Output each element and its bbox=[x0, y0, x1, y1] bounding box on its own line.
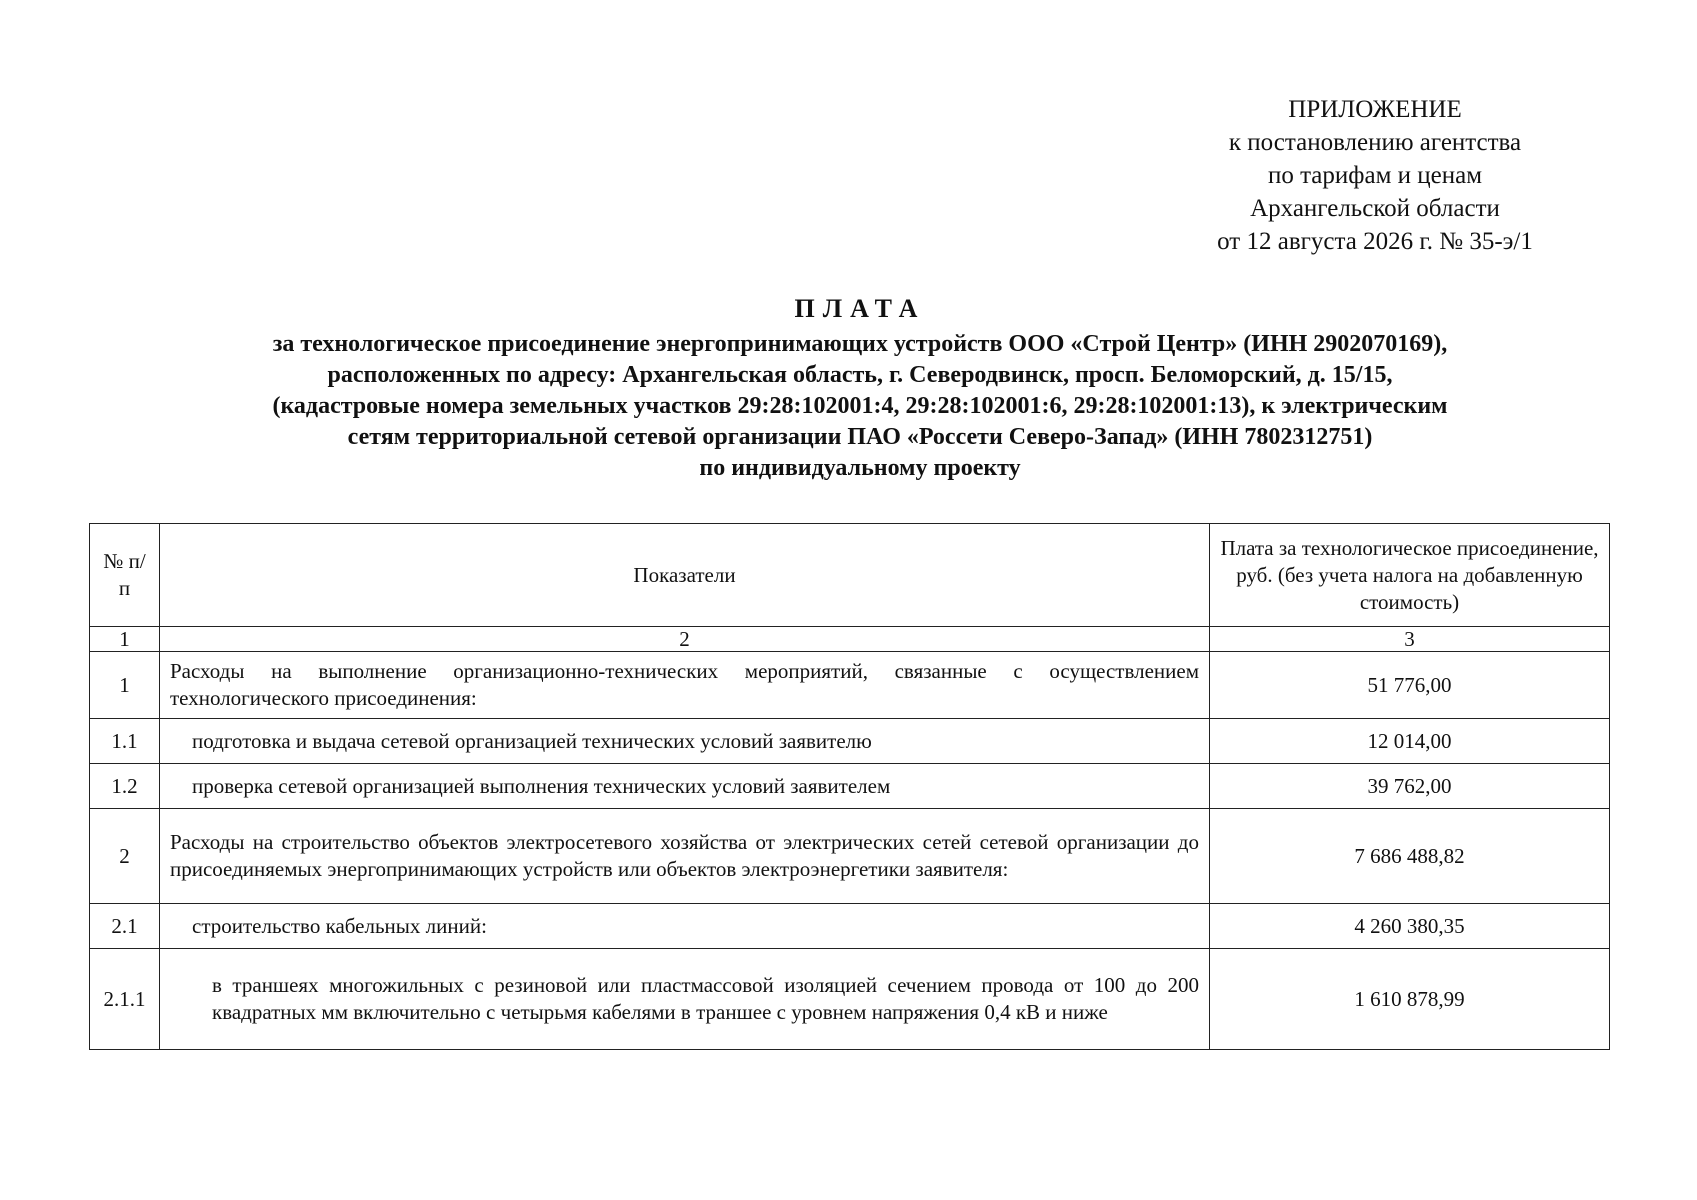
row-amount: 12 014,00 bbox=[1210, 719, 1610, 764]
title-main: ПЛАТА bbox=[794, 294, 926, 323]
row-indicator: Расходы на строительство объектов электросетевого хозяйства от электрических сетей сетевой организации до присоединяемых энергопринимающих устройств или объектов электроэнергетики заявителя: bbox=[160, 809, 1210, 904]
appendix-heading: ПРИЛОЖЕНИЕ bbox=[1288, 96, 1462, 123]
table-row bbox=[90, 652, 1610, 719]
row-number: 2 bbox=[90, 809, 160, 904]
appendix-line: по тарифам и ценам bbox=[1267, 162, 1483, 189]
title-line: расположенных по адресу: Архангельская область, г. Северодвинск, просп. Беломорский, д. 15/15, bbox=[327, 362, 1393, 388]
row-number: 1 bbox=[90, 652, 160, 719]
table-header-row bbox=[90, 524, 1610, 627]
column-number-row bbox=[90, 627, 1610, 652]
row-number: 1.2 bbox=[90, 764, 160, 809]
title-line: сетям территориальной сетевой организации ПАО «Россети Северо-Запад» (ИНН 7802312751) bbox=[347, 424, 1373, 450]
header-number: № п/п bbox=[90, 524, 160, 627]
appendix-date-number: от 12 августа 2026 г. № 35-э/1 bbox=[1217, 228, 1533, 255]
row-amount: 1 610 878,99 bbox=[1210, 949, 1610, 1050]
table-row bbox=[90, 719, 1610, 764]
row-amount: 51 776,00 bbox=[1210, 652, 1610, 719]
row-amount: 7 686 488,82 bbox=[1210, 809, 1610, 904]
appendix-block bbox=[1140, 93, 1610, 258]
row-amount: 39 762,00 bbox=[1210, 764, 1610, 809]
row-indicator: Расходы на выполнение организационно-технических мероприятий, связанные с осуществлением технологического присоединения: bbox=[160, 652, 1210, 719]
column-number: 1 bbox=[90, 627, 160, 652]
header-fee: Плата за технологическое присоединение, руб. (без учета налога на добавленную стоимость) bbox=[1210, 524, 1610, 627]
row-indicator: в траншеях многожильных с резиновой или пластмассовой изоляцией сечением провода от 100 до 200 квадратных мм включительно с четырьмя кабелями в траншее с уровнем напряжения 0,4 кВ и ниже bbox=[160, 949, 1210, 1050]
row-indicator: проверка сетевой организацией выполнения технических условий заявителем bbox=[160, 764, 1210, 809]
column-number: 3 bbox=[1210, 627, 1610, 652]
title-line: по индивидуальному проекту bbox=[699, 455, 1021, 481]
title-line: за технологическое присоединение энергопринимающих устройств ООО «Строй Центр» (ИНН 2902070169), bbox=[272, 331, 1448, 357]
fee-table bbox=[89, 523, 1610, 1050]
row-amount: 4 260 380,35 bbox=[1210, 904, 1610, 949]
table-row bbox=[90, 949, 1610, 1050]
document-title bbox=[130, 293, 1590, 484]
row-number: 2.1.1 bbox=[90, 949, 160, 1050]
table-row bbox=[90, 764, 1610, 809]
column-number: 2 bbox=[160, 627, 1210, 652]
row-number: 2.1 bbox=[90, 904, 160, 949]
row-indicator: подготовка и выдача сетевой организацией технических условий заявителю bbox=[160, 719, 1210, 764]
table-row bbox=[90, 809, 1610, 904]
table-row bbox=[90, 904, 1610, 949]
title-line: (кадастровые номера земельных участков 29:28:102001:4, 29:28:102001:6, 29:28:102001:13), к электрическим bbox=[272, 393, 1448, 419]
header-indicators: Показатели bbox=[160, 524, 1210, 627]
row-indicator: строительство кабельных линий: bbox=[160, 904, 1210, 949]
row-number: 1.1 bbox=[90, 719, 160, 764]
appendix-line: к постановлению агентства bbox=[1228, 129, 1522, 156]
appendix-line: Архангельской области bbox=[1250, 195, 1500, 222]
